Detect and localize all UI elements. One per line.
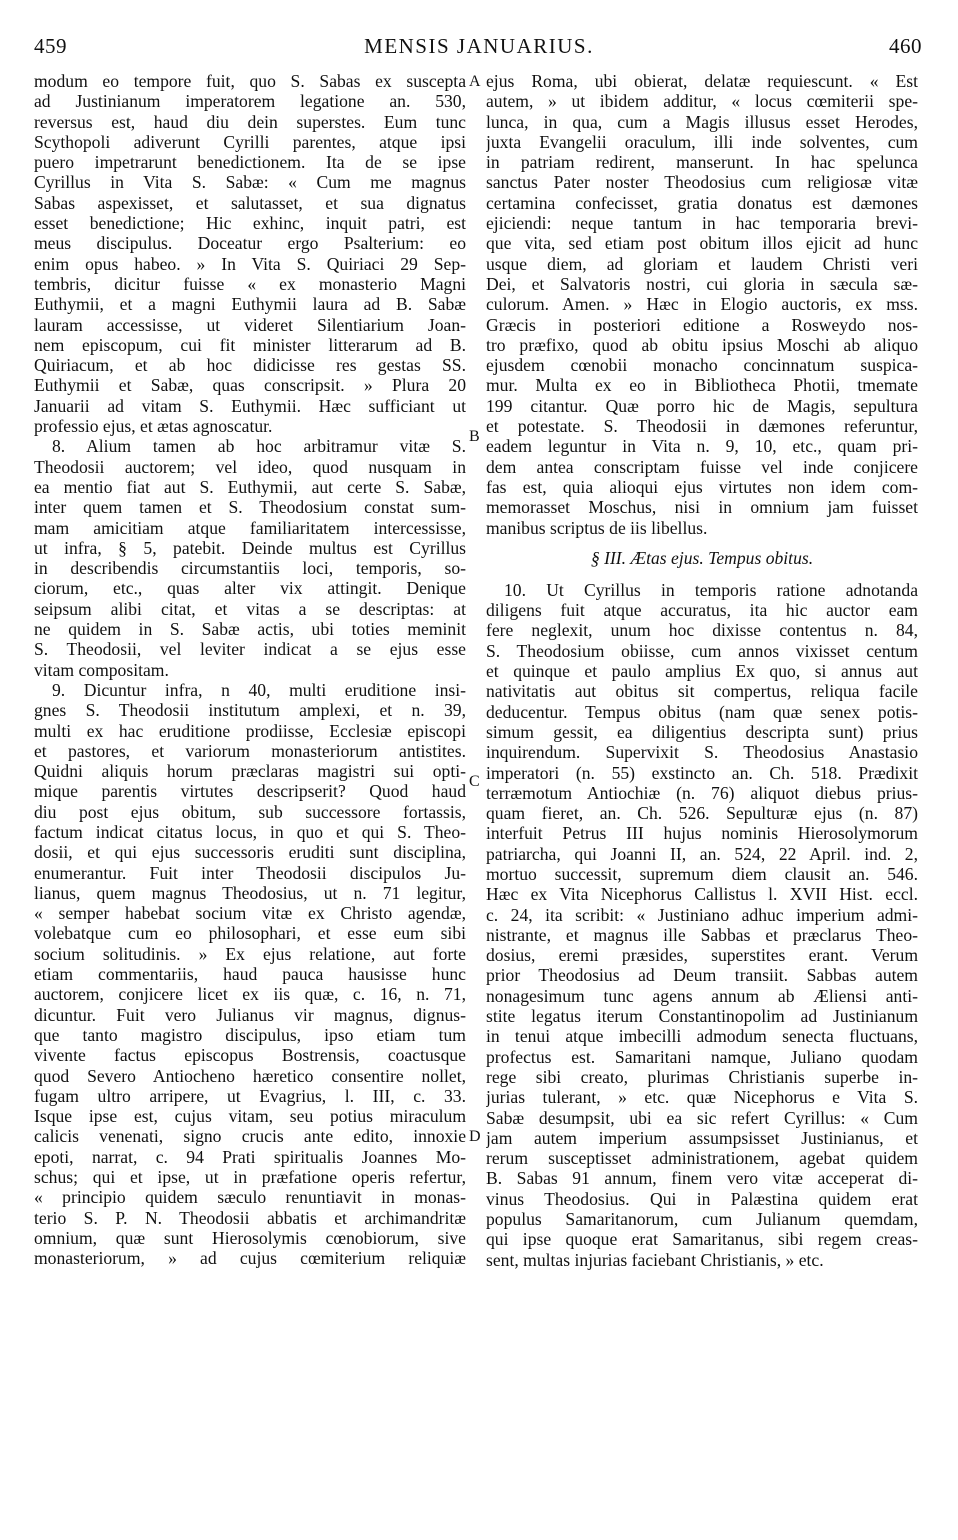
text-line: Euthymii et Sabæ, quas conscripsit. » Plura 20 <box>34 375 466 396</box>
text-line: lianus, quem magnus Theodosius, ut n. 71 legitur, <box>34 882 466 903</box>
text-line: culorum. Amen. » Hæc in Elogio auctoris, ex mss. <box>486 294 918 315</box>
text-line: vinus Theodosius. Qui in Palæstina quidem erat <box>486 1188 918 1209</box>
text-line: etiam commentariis, haud pauca hausisse hunc <box>34 964 466 985</box>
page-number-right: 460 <box>889 34 922 58</box>
text-line: fugam ultro arripere, ut Evagrius, l. III, c. 33. <box>34 1085 466 1106</box>
text-line: c. 24, ita scribit: « Justiniano adhuc imperium admi- <box>486 904 918 925</box>
text-line: factum indicat citatus locus, in quo et qui S. Theo- <box>34 821 466 842</box>
text-line: B. Sabas 91 annum, finem vero vitæ acceperat di- <box>486 1168 918 1189</box>
text-line: Græcis in posteriori editione a Rosweydo nos- <box>486 314 918 335</box>
text-line: rerum susceptisset administrationem, agebat quidem <box>486 1148 918 1169</box>
text-line: puero impetrarunt benedictionem. Ita de se ipse <box>34 152 466 173</box>
text-line: que vita, sed etiam post obitum illos ejicit ad hunc <box>486 233 918 254</box>
text-line: imperatori (n. 55) exstincto an. Ch. 518. Prædixit <box>486 762 918 783</box>
text-line: in patriam redirent, manserunt. In hac spelunca <box>486 152 918 173</box>
text-line: gnes S. Theodosii institutum amplexi, et n. 39, <box>34 700 466 721</box>
text-line: omnium, quæ sunt Hierosolymis cœnobiorum, sive <box>34 1227 466 1248</box>
text-line: stite legatus iterum Constantinopolim ad Justinianum <box>486 1006 918 1027</box>
text-line: ne quidem in S. Sabæ actis, ubi toties meminit <box>34 619 466 640</box>
text-line: vitam compositam. <box>34 659 169 680</box>
text-line: simum gessit, ea diligentius descripta sunt) prius <box>486 721 918 742</box>
text-line: inter quem tamen et S. Theodosium constat sum- <box>34 497 466 518</box>
text-line: certamina confecisset, gratia donatus est dæmones <box>486 192 918 213</box>
text-line: dicuntur. Fuit vero Julianus vir magnus, dignus- <box>34 1004 466 1025</box>
text-line: 9. Dicuntur infra, n 40, multi eruditione insi- <box>52 679 466 700</box>
text-line: populus Samaritanorum, cum Julianum quemdam, <box>486 1209 918 1230</box>
text-line: terio S. P. N. Theodosii abbatis et archimandritæ <box>34 1207 466 1228</box>
text-line: Cyrillus in Vita S. Sabæ: « Cum me magnus <box>34 172 466 193</box>
text-line: nativitatis aut obitus sit compertus, reliqua facile <box>486 681 918 702</box>
text-line: nistrante, et magnus ille Sabbas et præclarus Theo- <box>486 924 918 945</box>
text-line: patriarcha, qui Joanni II, an. 524, 22 April. ind. 2, <box>486 843 918 864</box>
text-line: tembris, dicitur fuisse « ex monasterio Magni <box>34 273 466 294</box>
text-line: et quinque et paulo amplius Ex quo, si annus aut <box>486 661 918 682</box>
text-line: seipsum alibi citat, et vitas a se descriptas: at <box>34 598 466 619</box>
text-line: ad Justinianum imperatorem legatione an. 530, <box>34 91 466 112</box>
text-line: « semper habebat socium vitæ ex Christo agendæ, <box>34 903 466 924</box>
text-line: 10. Ut Cyrillus in temporis ratione adnotanda <box>504 579 918 600</box>
text-line: diu post ejus obitum, sub successore fortassis, <box>34 801 466 822</box>
text-line: volebatque cum eo philosophari, et esse eum sibi <box>34 923 466 944</box>
text-line: lunca, in qua, cum a Magis illusus esset Herodes, <box>486 111 918 132</box>
text-line: modum eo tempore fuit, quo S. Sabas ex suscepta <box>34 71 466 91</box>
text-line: profectus est. Samaritani namque, Juliano quodam <box>486 1046 918 1067</box>
text-line: quod Severo Antiocheno hæretico consentire nollet, <box>34 1065 466 1086</box>
text-line: S. Theodosium obiisse, cum annos vixisset centum <box>486 640 918 661</box>
text-line: ut infra, § 5, patebit. Deinde multus est Cyrillus <box>34 537 466 558</box>
text-line: ejusdem cœnobii monacho concinnatum suspica- <box>486 355 918 376</box>
text-line: S. Theodosii, vel leviter indicat a se ejus esse <box>34 639 466 660</box>
text-line: Sabas aspexisset, et salutasset, et sua dignatus <box>34 192 466 213</box>
text-line: memorasset Moschus, nisi in omnium jam fuisset <box>486 497 918 518</box>
page-number-left: 459 <box>34 34 67 58</box>
text-line: mique parentis virtutes descripserit? Quod haud <box>34 781 466 802</box>
text-line: « principio quidem sæculo renuntiavit in monas- <box>34 1187 466 1208</box>
margin-letter-c: C <box>469 773 480 790</box>
text-line: lauram accessisse, ut videret Silentiarium Joan- <box>34 314 466 335</box>
text-line: in tenui atque imbecilli admodum senecta fluctuans, <box>486 1026 918 1047</box>
text-line: jam autem imperium assumpsisset Justinianus, et <box>486 1127 918 1148</box>
text-line: Dei, et Salvatoris nostri, cui gloria in sæcula sæ- <box>486 273 918 294</box>
text-line: mortuo successit, supremum diem clausit an. 546. <box>486 863 918 884</box>
text-line: Scythopoli adiverunt Cyrilli parentes, atque ipsi <box>34 131 466 152</box>
text-line: Euthymii, et a magni Euthymii laura ad B. Sabæ <box>34 294 466 315</box>
left-text-column <box>34 71 466 1269</box>
text-line: in describendis circumstantiis loci, temporis, so- <box>34 558 466 579</box>
text-line: enumerantur. Fuit inter Theodosii discipulos Ju- <box>34 862 466 883</box>
text-line: prior Theodosius ad Deum transiit. Sabbas autem <box>486 965 918 986</box>
text-line: meus discipulus. Doceatur ergo Psalterium: eo <box>34 233 466 254</box>
margin-letter-b: B <box>469 428 480 445</box>
text-line: fere neglexit, unum hoc dixisse contentus n. 84, <box>486 620 918 641</box>
text-line: eadem leguntur in Vita n. 9, 10, etc., quam pri- <box>486 436 918 457</box>
margin-letter-d: D <box>469 1128 481 1145</box>
text-line: dosius, eremi præsides, superstites erant. Verum <box>486 945 918 966</box>
text-line: Quiriacum, et ab hoc didicisse res gestas SS. <box>34 355 466 376</box>
text-line: dem antea conscriptam fuisse vel inde conjicere <box>486 456 918 477</box>
text-line: tro præfixo, quod ab obitu ipsius Moschi ab aliquo <box>486 334 918 355</box>
text-line: quam fieret, an. Ch. 526. Sepulturæ ejus (n. 87) <box>486 803 918 824</box>
text-line: ejus Roma, ubi obierat, delatæ requiescunt. « Est <box>486 71 918 91</box>
text-line: multi ex hac eruditione prodiisse, Ecclesiæ episcopi <box>34 720 466 741</box>
text-line: sent, multas injurias faciebant Christianis, » etc. <box>486 1249 824 1270</box>
text-line: terræmotum Antiochiæ (n. 76) aliquot diebus prius- <box>486 782 918 803</box>
text-line: jurias tulerant, » etc. quæ Nicephorus e Vita S. <box>486 1087 918 1108</box>
margin-letter-a: A <box>469 73 481 90</box>
text-line: 199 citantur. Quæ porro hic de Magis, sepultura <box>486 395 918 416</box>
text-line: professio ejus, et ætas agnoscatur. <box>34 416 273 437</box>
text-line: autem, » ut ibidem additur, « locus cœmiterii spe- <box>486 91 918 112</box>
text-line: ciorum, etc., quas alter vix attingit. Denique <box>34 578 466 599</box>
text-line: manibus scriptus de iis libellus. <box>486 517 708 538</box>
text-line: schus; qui et ipse, ut in præfatione operis refertur, <box>34 1167 466 1188</box>
text-line: Sabæ desumpsit, ubi ea sic refert Cyrillus: « Cum <box>486 1107 918 1128</box>
text-line: mam amicitiam atque familiaritatem intercessisse, <box>34 517 466 538</box>
text-line: socium solitudinis. » Ex ejus relatione, aut forte <box>34 943 466 964</box>
text-line: Quidni aliquis horum præclaras magistri sui opti- <box>34 761 466 782</box>
text-line: vivente factus episcopus Bostrensis, coactusque <box>34 1045 466 1066</box>
text-line: dosii, et qui ejus successoris eruditi sunt disciplina, <box>34 842 466 863</box>
text-line: Theodosii auctorem; vel ideo, quod nusquam in <box>34 456 466 477</box>
text-line: auctorem, conjicere licet ex iis quæ, c. 16, n. 71, <box>34 984 466 1005</box>
text-line: et pastores, et variorum monasteriorum antistites. <box>34 740 466 761</box>
text-line: mur. Multa ex eo in Bibliotheca Photii, tmemate <box>486 375 918 396</box>
text-line: Hæc ex Vita Nicephorus Callistus l. XVII Hist. eccl. <box>486 884 918 905</box>
text-line: calicis venenati, signo crucis ante edito, innoxie <box>34 1126 466 1147</box>
right-text-column <box>486 71 918 1270</box>
text-line: interfuit Petrus III hujus nominis Hierosolymorum <box>486 823 918 844</box>
text-line: Januarii ad vitam S. Euthymii. Hæc sufficiant ut <box>34 395 466 416</box>
text-line: nem episcopum, cui fit minister litterarum ad B. <box>34 334 466 355</box>
running-title: MENSIS JANUARIUS. <box>364 34 594 58</box>
text-line: deducentur. Tempus obitus (nam quæ senex potis- <box>486 701 918 722</box>
text-line: qui ipse quoque erat Samaritanus, sibi regem creas- <box>486 1229 918 1250</box>
text-line: juxta Evangelii oraculum, illi inde solventes, cum <box>486 131 918 152</box>
text-line: ejiciendi: neque tantum in hac temporaria brevi- <box>486 213 918 234</box>
text-line: 8. Alium tamen ab hoc arbitramur vitæ S. <box>52 436 466 457</box>
text-line: diligens fuit atque accuratus, ita hic auctor eam <box>486 600 918 621</box>
text-line: ea mentio fiat aut S. Euthymii, aut certe S. Sabæ, <box>34 476 466 497</box>
text-line: reversus est, haud diu dein superstes. Eum tunc <box>34 111 466 132</box>
text-line: inquirendum. Supervixit S. Theodosius Anastasio <box>486 742 918 763</box>
text-line: Isque ipse est, cujus vitam, seu potius miraculum <box>34 1106 466 1127</box>
text-line: sanctus Pater noster Theodosius cum religiosæ vitæ <box>486 172 918 193</box>
text-line: nonagesimum tunc agens annum ab Æliensi anti- <box>486 985 918 1006</box>
text-line: monasteriorum, » ad cujus cœmiterium reliquiæ <box>34 1248 466 1269</box>
text-line: epoti, narrat, c. 94 Prati spiritualis Joannes Mo- <box>34 1146 466 1167</box>
text-line: enim opus habeo. » In Vita S. Quiriaci 29 Sep- <box>34 253 466 274</box>
text-line: fas est, quia alioqui ejus virtutes non idem com- <box>486 476 918 497</box>
text-line: rege sibi creato, plurimas Christianis superbe in- <box>486 1066 918 1087</box>
text-line: esset benedictione; Hic exhinc, inquit patri, est <box>34 213 466 234</box>
text-line: usque diem, ad gloriam et laudem Christi veri <box>486 253 918 274</box>
section-heading: § III. Ætas ejus. Tempus obitus. <box>590 547 814 568</box>
text-line: que tanto magistro discipulus, ipso etiam tum <box>34 1024 466 1045</box>
text-line: et potestate. S. Theodosii in dæmones referuntur, <box>486 416 918 437</box>
